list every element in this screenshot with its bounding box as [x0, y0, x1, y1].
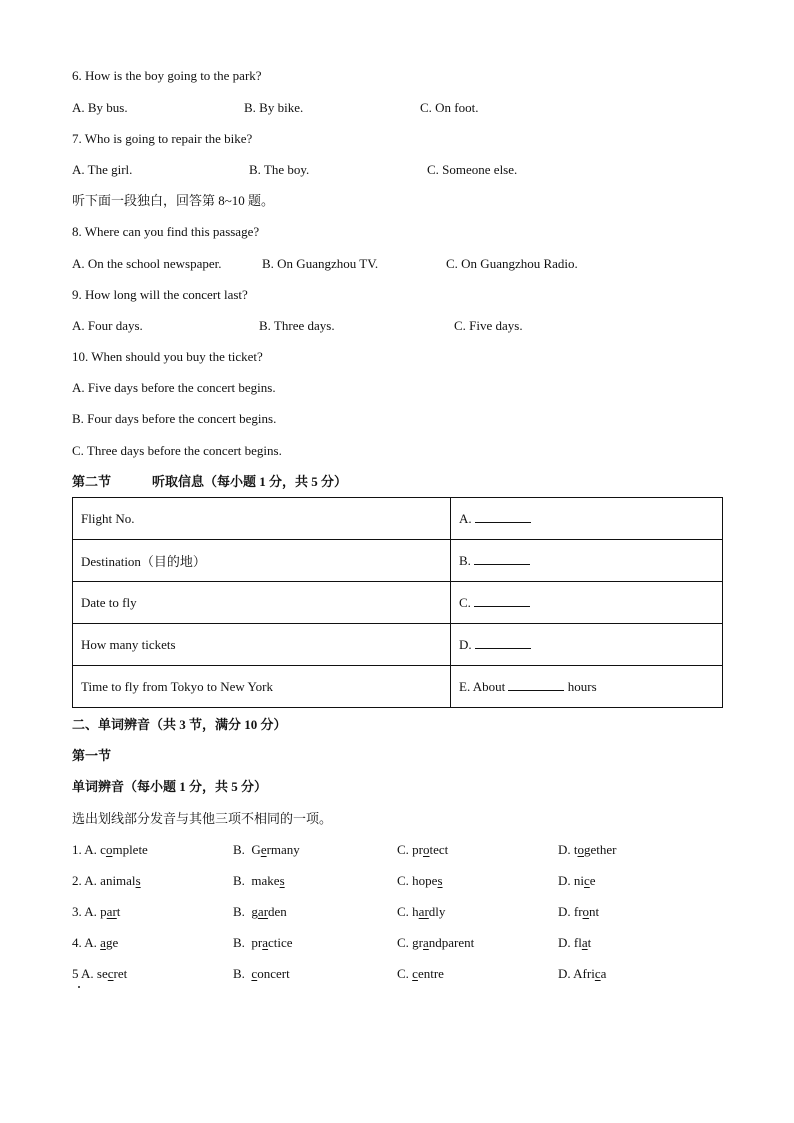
- pron-question-3-option-d: [558, 904, 599, 920]
- underlined-letters: a: [423, 935, 429, 950]
- word-part: gether: [584, 842, 617, 857]
- table-label-cell: How many tickets: [73, 624, 451, 666]
- question-6: 6. How is the boy going to the park?: [72, 68, 262, 83]
- answer-blank[interactable]: [475, 636, 531, 649]
- pron-question-2-option-b: [233, 873, 285, 889]
- answer-blank[interactable]: [475, 510, 531, 523]
- underlined-letters: c: [107, 966, 114, 981]
- flight-info-table: [72, 497, 723, 708]
- word-part: B. pr: [233, 935, 263, 950]
- table-answer-cell: [451, 666, 723, 708]
- underlined-letters: a: [100, 935, 106, 950]
- underlined-letters: o: [577, 842, 584, 857]
- q6-option-c: C. On foot.: [420, 100, 479, 115]
- question-number: 5 A.: [72, 966, 94, 981]
- q6-option-a: A. By bus.: [72, 100, 128, 115]
- question-number: 3. A.: [72, 904, 97, 919]
- pron-question-3-option-b: [233, 904, 287, 920]
- q10-option-a: A. Five days before the concert begins.: [72, 380, 276, 395]
- answer-blank[interactable]: [474, 552, 530, 565]
- pron-question-4-option-b: [233, 935, 293, 951]
- question-9: 9. How long will the concert last?: [72, 287, 248, 302]
- word-part: ndparent: [428, 935, 475, 950]
- q9-option-c: C. Five days.: [454, 318, 523, 333]
- word-part: B. g: [233, 904, 258, 919]
- part-2-instruction: 选出划线部分发音与其他三项不相同的一项。: [72, 811, 333, 826]
- word-part: rmany: [266, 842, 300, 857]
- word-part: e: [589, 873, 596, 888]
- pron-question-3-option-a: [72, 904, 120, 920]
- word-part: tect: [429, 842, 449, 857]
- q10-option-b: B. Four days before the concert begins.: [72, 411, 277, 426]
- answer-suffix: hours: [567, 679, 597, 694]
- table-row: [73, 582, 723, 624]
- pron-question-1-option-d: [558, 842, 616, 858]
- word-part: B. G: [233, 842, 261, 857]
- pron-question-2-option-c: [397, 873, 443, 889]
- word-part: a: [600, 966, 607, 981]
- word-part: ge: [105, 935, 119, 950]
- q7-option-c: C. Someone else.: [427, 162, 518, 177]
- word-part: t: [587, 935, 592, 950]
- pron-question-1-option-c: [397, 842, 448, 858]
- pron-question-1-option-a: [72, 842, 148, 858]
- question-number: 2. A.: [72, 873, 97, 888]
- underlined-letters: ar: [257, 904, 269, 919]
- word-part: B.: [233, 966, 252, 981]
- word-part: C. h: [397, 904, 419, 919]
- pron-question-4-option-a: [72, 935, 118, 951]
- word-part: D. ni: [558, 873, 584, 888]
- word-part: B. make: [233, 873, 280, 888]
- underlined-letters: o: [105, 842, 113, 857]
- word-part: D. Afri: [558, 966, 595, 981]
- q7-option-b: B. The boy.: [249, 162, 310, 177]
- underlined-letters: o: [582, 904, 590, 919]
- underlined-letters: c: [251, 966, 258, 981]
- pron-question-1-option-b: [233, 842, 300, 858]
- underlined-letters: ar: [418, 904, 429, 919]
- pron-question-2-option-d: [558, 873, 596, 889]
- q8-option-b: B. On Guangzhou TV.: [262, 256, 379, 271]
- answer-blank[interactable]: [474, 594, 530, 607]
- word-part: C. gr: [397, 935, 423, 950]
- question-number: 4. A.: [72, 935, 97, 950]
- table-label-cell: Destination（目的地）: [73, 540, 451, 582]
- pron-question-5-option-c: [397, 966, 444, 982]
- underlined-letters: c: [412, 966, 418, 981]
- q9-option-b: B. Three days.: [259, 318, 335, 333]
- word-part: mplete: [112, 842, 148, 857]
- table-row: [73, 540, 723, 582]
- table-answer-cell: [451, 624, 723, 666]
- question-8: 8. Where can you find this passage?: [72, 224, 260, 239]
- pron-question-4-option-d: [558, 935, 591, 951]
- underlined-letters: s: [279, 873, 285, 888]
- underlined-letters: a: [581, 935, 588, 950]
- table-label-cell: Flight No.: [73, 498, 451, 540]
- underlined-letters: a: [262, 935, 269, 950]
- word-part: p: [100, 904, 107, 919]
- word-part: D. fl: [558, 935, 582, 950]
- q7-option-a: A. The girl.: [72, 162, 133, 177]
- table-row: [73, 498, 723, 540]
- word-part: entre: [417, 966, 444, 981]
- pron-question-4-option-c: [397, 935, 474, 951]
- table-row: [73, 666, 723, 708]
- word-part: C. pr: [397, 842, 423, 857]
- answer-prefix: B.: [459, 553, 471, 568]
- word-part: se: [96, 966, 108, 981]
- underlined-letters: s: [135, 873, 141, 888]
- underlined-letters: o: [423, 842, 430, 857]
- answer-prefix: C.: [459, 595, 471, 610]
- underlined-letters: c: [584, 873, 590, 888]
- word-part: ctice: [268, 935, 293, 950]
- word-part: C.: [397, 966, 413, 981]
- question-7: 7. Who is going to repair the bike?: [72, 131, 253, 146]
- table-label-cell: Date to fly: [73, 582, 451, 624]
- q9-option-a: A. Four days.: [72, 318, 143, 333]
- pron-question-2-option-a: [72, 873, 141, 889]
- table-answer-cell: [451, 582, 723, 624]
- table-row: [73, 624, 723, 666]
- q8-option-a: A. On the school newspaper.: [72, 256, 222, 271]
- part-2-section-1: 第一节: [72, 748, 112, 763]
- word-part: c: [100, 842, 106, 857]
- section-2-title: 听取信息（每小题 1 分，共 5 分）: [152, 474, 348, 489]
- underlined-letters: s: [437, 873, 443, 888]
- table-answer-cell: [451, 540, 723, 582]
- word-part: C. hope: [397, 873, 438, 888]
- stray-mark: [78, 986, 80, 988]
- question-10: 10. When should you buy the ticket?: [72, 349, 263, 364]
- table-label-cell: Time to fly from Tokyo to New York: [73, 666, 451, 708]
- word-part: D. t: [558, 842, 578, 857]
- word-part: D. fr: [558, 904, 583, 919]
- pron-question-5-option-a: [72, 966, 127, 982]
- underlined-letters: e: [260, 842, 267, 857]
- part-2-subheading: 单词辨音（每小题 1 分，共 5 分）: [72, 779, 268, 794]
- word-part: t: [116, 904, 121, 919]
- q6-option-b: B. By bike.: [244, 100, 304, 115]
- section-2-number: 第二节: [72, 474, 112, 489]
- answer-prefix: A.: [459, 511, 472, 526]
- word-part: ret: [113, 966, 128, 981]
- answer-blank[interactable]: [508, 678, 564, 691]
- word-part: oncert: [257, 966, 290, 981]
- q10-option-c: C. Three days before the concert begins.: [72, 443, 282, 458]
- answer-prefix: E. About: [459, 679, 506, 694]
- answer-prefix: D.: [459, 637, 472, 652]
- table-answer-cell: [451, 498, 723, 540]
- word-part: den: [268, 904, 287, 919]
- question-number: 1. A.: [72, 842, 97, 857]
- pron-question-5-option-d: [558, 966, 606, 982]
- word-part: nt: [589, 904, 600, 919]
- q8-option-c: C. On Guangzhou Radio.: [446, 256, 578, 271]
- part-2-heading: 二、单词辨音（共 3 节，满分 10 分）: [72, 717, 287, 732]
- underlined-letters: c: [594, 966, 601, 981]
- pron-question-3-option-c: [397, 904, 445, 920]
- word-part: animal: [100, 873, 136, 888]
- pron-question-5-option-b: [233, 966, 290, 982]
- monologue-instruction: 听下面一段独白，回答第 8~10 题。: [72, 193, 275, 208]
- underlined-letters: ar: [106, 904, 117, 919]
- word-part: dly: [428, 904, 446, 919]
